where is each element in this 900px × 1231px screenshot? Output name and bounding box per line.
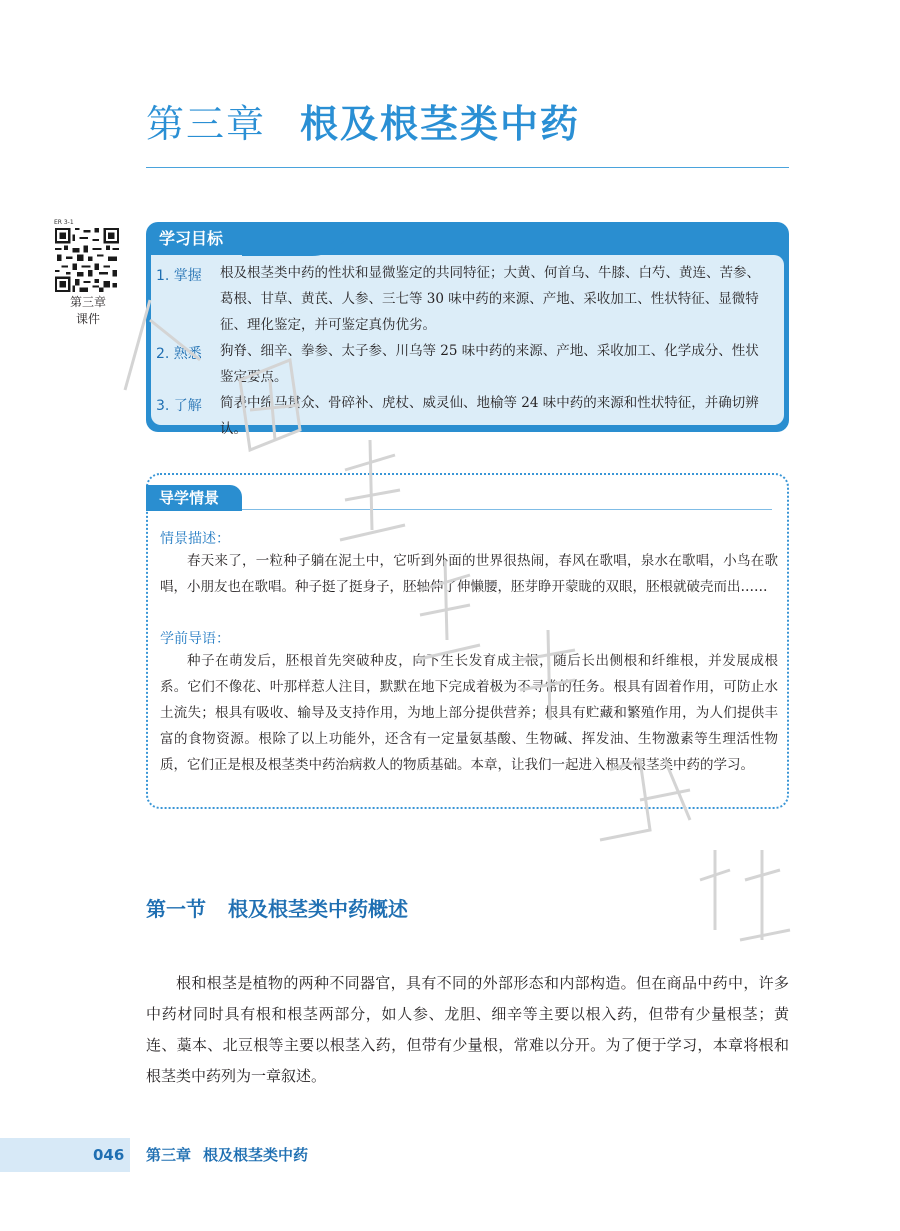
footer-chapter-name: 根及根茎类中药: [203, 1146, 309, 1164]
section-name: 根及根茎类中药概述: [228, 897, 408, 921]
page-number: 046: [93, 1146, 125, 1164]
guide-header: 导学情景: [146, 485, 242, 511]
qr-caption-line2: 课件: [75, 312, 100, 326]
footer-chapter-number: 第三章: [146, 1146, 192, 1164]
learning-goals-header: 学习目标: [159, 229, 224, 248]
goal-text-3: 简表中绵马贯众、骨碎补、虎杖、威灵仙、地榆等 24 味中药的来源和性状特征，并确切辨认。: [220, 395, 759, 437]
goal-text-1: 根及根茎类中药的性状和显微鉴定的共同特征；大黄、何首乌、牛膝、白芍、黄连、苦参、葛根、甘草、黄芪、人参、三七等 30 味中药的来源、产地、采收加工、性状特征、显微特征、理化鉴定，并可鉴定真伪优劣。: [220, 265, 760, 333]
section-body: 根和根茎是植物的两种不同器官，具有不同的外部形态和内部构造。但在商品中药中，许多中药材同时具有根和根茎两部分，如人参、龙胆、细辛等主要以根入药，但带有少量根茎；黄连、藁本、北豆根等主要以根茎入药，但带有少量根，常难以分开。为了便于学习，本章将根和根茎类中药列为一章叙述。: [146, 974, 789, 1085]
chapter-number: 第三章: [146, 102, 267, 146]
section-title: [146, 893, 408, 922]
footer-chapter: [146, 1138, 308, 1172]
scene-title: 情景描述：: [160, 531, 230, 547]
qr-tag: ER 3-1: [54, 219, 74, 226]
qr-code-icon[interactable]: [55, 228, 119, 292]
learning-goals-box: [146, 222, 789, 437]
title-divider: [146, 167, 789, 168]
qr-caption-line1: 第三章: [69, 295, 106, 309]
goal-label-1: 1. 掌握: [156, 268, 202, 284]
goal-label-3: 3. 了解: [156, 398, 202, 414]
goal-label-2: 2. 熟悉: [156, 346, 202, 362]
intro-text: 种子在萌发后，胚根首先突破种皮，向下生长发育成主根，随后长出侧根和纤维根，并发展成根系。它们不像花、叶那样惹人注目，默默在地下完成着极为不寻常的任务。根具有固着作用，可防止水土流失；根具有吸收、输导及支持作用，为地上部分提供营养；根具有贮藏和繁殖作用，为人们提供丰富的食物资源。根除了以上功能外，还含有一定量氨基酸、生物碱、挥发油、生物激素等生理活性物质，它们正是根及根茎类中药治病救人的物质基础。本章，让我们一起进入根及根茎类中药的学习。: [160, 653, 778, 773]
chapter-name: 根及根茎类中药: [300, 102, 581, 146]
section-number: 第一节: [146, 897, 206, 921]
goal-text-2: 狗脊、细辛、拳参、太子参、川乌等 25 味中药的来源、产地、采收加工、化学成分、性状鉴定要点。: [220, 343, 759, 385]
chapter-title: [146, 100, 580, 148]
scene-text: 春天来了，一粒种子躺在泥土中，它听到外面的世界很热闹，春风在歌唱，泉水在歌唱，小鸟在歌唱，小朋友也在歌唱。种子挺了挺身子，胚轴伸了伸懒腰，胚芽睁开蒙眬的双眼，胚根就破壳而出……: [160, 553, 778, 595]
intro-title: 学前导语：: [160, 631, 230, 647]
qr-caption: [52, 294, 124, 328]
guide-header-rule: [242, 509, 772, 510]
